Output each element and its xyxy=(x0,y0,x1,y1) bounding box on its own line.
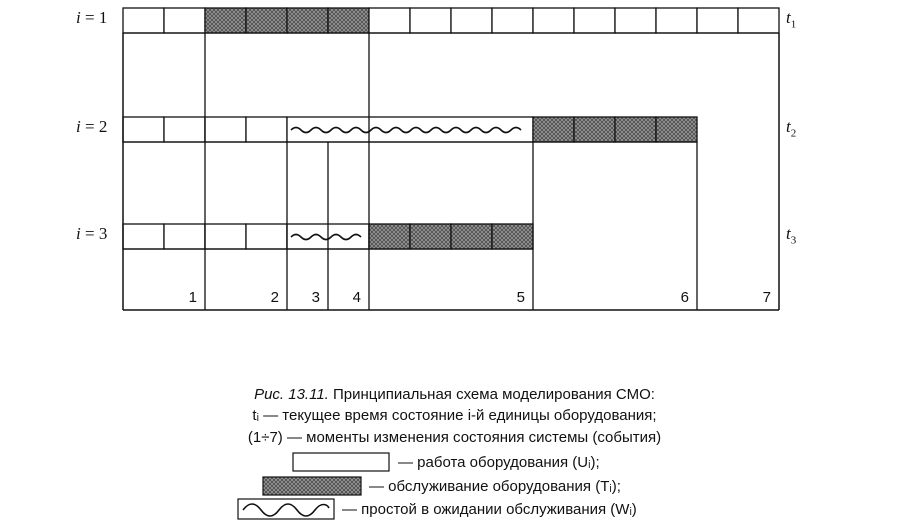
service-cell xyxy=(615,117,656,142)
service-cell xyxy=(574,117,615,142)
service-cell xyxy=(451,224,492,249)
legend-swatch-wait xyxy=(237,498,335,520)
event-number: 2 xyxy=(270,289,279,306)
service-cell xyxy=(492,224,533,249)
work-cell xyxy=(410,8,451,33)
work-cell xyxy=(164,8,205,33)
work-cell xyxy=(656,8,697,33)
work-cell xyxy=(246,224,287,249)
service-cell xyxy=(287,8,328,33)
work-cell xyxy=(205,117,246,142)
time-label-3: $t_3$ xyxy=(786,224,797,247)
service-cell xyxy=(369,224,410,249)
row-label-2: i = 2 xyxy=(76,117,108,136)
work-cell xyxy=(574,8,615,33)
service-cell xyxy=(533,117,574,142)
legend-swatch-work xyxy=(292,452,390,472)
work-cell xyxy=(369,8,410,33)
service-cell xyxy=(328,8,369,33)
timeline-group xyxy=(123,8,779,310)
figure-caption-line-2: tᵢ — текущее время состояние i-й единицы оборудования; xyxy=(252,407,657,424)
work-cell xyxy=(738,8,779,33)
time-label-2: $t_2$ xyxy=(786,117,797,140)
work-cell xyxy=(164,117,205,142)
event-number: 7 xyxy=(762,289,771,306)
legend-label-work: — работа оборудования (Uᵢ); xyxy=(398,454,600,471)
service-cell xyxy=(205,8,246,33)
event-number: 3 xyxy=(311,289,320,306)
work-cell xyxy=(205,224,246,249)
work-cell xyxy=(697,8,738,33)
row-label-1: i = 1 xyxy=(76,8,108,27)
work-cell xyxy=(246,117,287,142)
legend-swatch-service xyxy=(262,476,362,496)
event-number: 6 xyxy=(680,289,689,306)
work-cell xyxy=(123,8,164,33)
work-cell xyxy=(123,224,164,249)
work-cell xyxy=(164,224,205,249)
legend-label-service: — обслуживание оборудования (Tᵢ); xyxy=(369,478,621,495)
work-cell xyxy=(123,117,164,142)
legend-label-wait: — простой в ожидании обслуживания (Wᵢ) xyxy=(342,501,637,518)
event-number: 1 xyxy=(188,289,197,306)
event-number: 4 xyxy=(352,289,361,306)
work-cell xyxy=(492,8,533,33)
service-cell xyxy=(656,117,697,142)
work-cell xyxy=(451,8,492,33)
time-label-1: $t_1$ xyxy=(786,8,797,31)
service-cell xyxy=(410,224,451,249)
row-label-3: i = 3 xyxy=(76,224,108,243)
waiting-segment xyxy=(287,117,533,142)
figure-caption-title: Рис. 13.11. Принципиальная схема моделирования СМО: xyxy=(254,386,655,403)
event-number: 5 xyxy=(516,289,525,306)
service-cell xyxy=(246,8,287,33)
work-cell xyxy=(533,8,574,33)
figure-caption-line-3: (1÷7) — моменты изменения состояния системы (события) xyxy=(247,429,662,446)
work-cell xyxy=(615,8,656,33)
